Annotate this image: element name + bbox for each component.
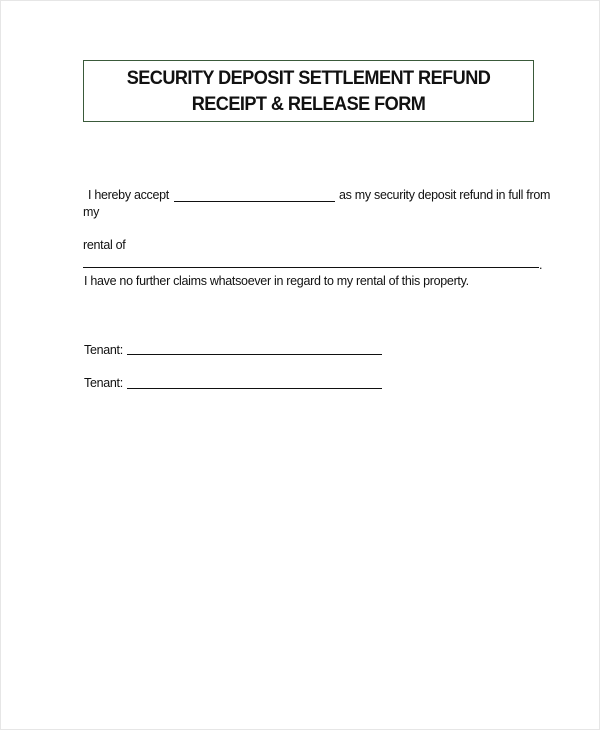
refund-amount-blank[interactable] xyxy=(174,201,335,202)
accept-suffix-text: as my security deposit refund in full from xyxy=(339,188,551,202)
tenant-2-signature-blank[interactable] xyxy=(127,388,382,389)
tenant-1-signature-blank[interactable] xyxy=(127,354,382,355)
form-title-box xyxy=(83,60,534,122)
form-title-line-1: SECURITY DEPOSIT SETTLEMENT REFUND xyxy=(126,67,491,89)
rental-address-blank[interactable] xyxy=(83,267,539,268)
accept-prefix-text: I hereby accept xyxy=(88,188,169,202)
accept-wrap-text: my xyxy=(83,205,100,219)
no-claims-statement: I have no further claims whatsoever in regard to my rental of this property. xyxy=(84,274,469,288)
rental-period-mark: . xyxy=(539,258,543,272)
tenant-1-label: Tenant: xyxy=(84,343,123,357)
rental-of-label: rental of xyxy=(83,238,126,252)
form-title-line-2: RECEIPT & RELEASE FORM xyxy=(191,93,426,115)
tenant-2-label: Tenant: xyxy=(84,376,123,390)
